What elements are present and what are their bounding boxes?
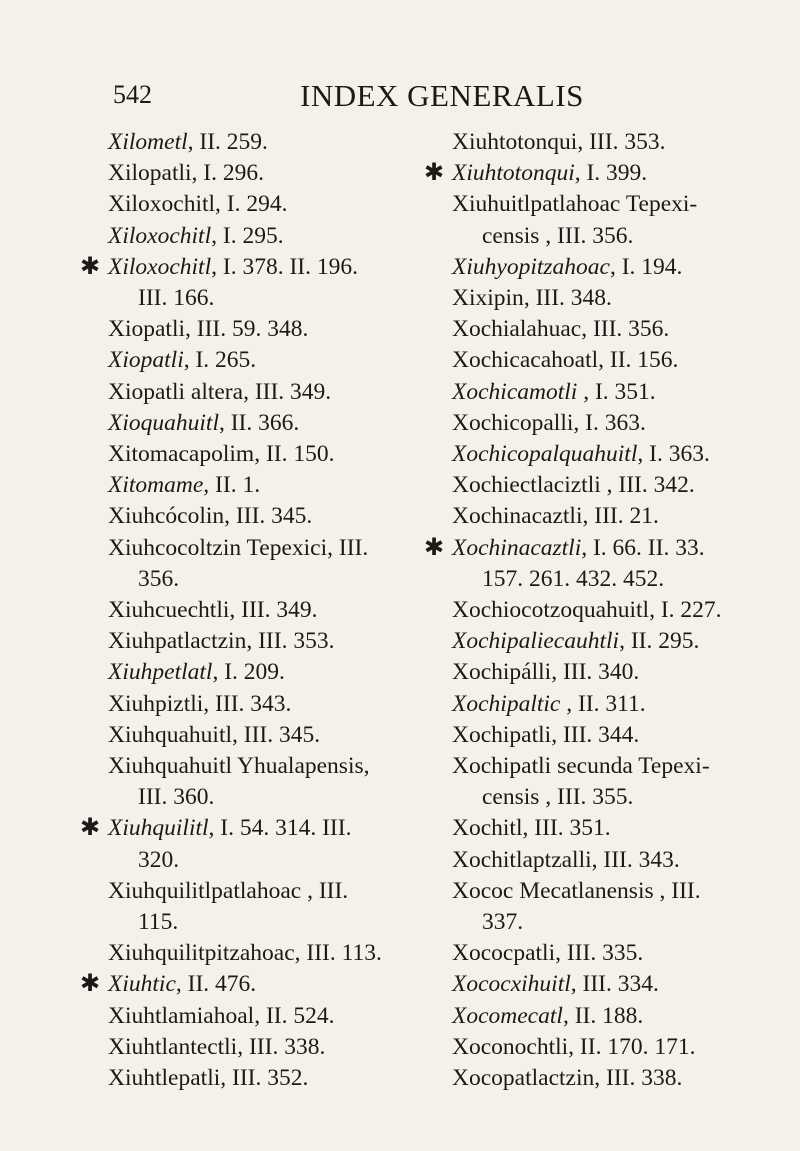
entry-name: Xochicacahoatl (452, 347, 599, 374)
index-entry (108, 720, 448, 751)
asterisk-icon: ✱ (424, 534, 445, 561)
entry-references: , II. 170. 171. (568, 1033, 696, 1060)
entry-name: Xochicamotli (452, 378, 578, 405)
entry-references: , I. 66. II. 33. (581, 534, 705, 561)
entry-references: , I. 296. (191, 160, 264, 187)
entry-references: , III. 338. (237, 1033, 326, 1060)
index-entry (108, 189, 448, 220)
entry-name: Xoconochtli (452, 1033, 569, 1060)
entry-name: Xiloxochitl (108, 191, 216, 218)
entry-name: Xococ Mecatlanensis (452, 877, 654, 904)
entry-name: Xiuhquilitl (108, 815, 209, 842)
entry-references: , III. 349. (243, 378, 332, 405)
entry-name: Xitomame (108, 472, 204, 499)
entry-name: Xochialahuac (452, 316, 582, 343)
entry-references: censis , III. 355. (482, 784, 634, 811)
index-entry (452, 127, 797, 158)
entry-references: , I. 227. (649, 597, 722, 624)
entry-name: Xochipatli (452, 721, 552, 748)
entry-references: , III. 356. (581, 316, 670, 343)
index-entry (452, 1032, 797, 1063)
entry-references: , III. 353. (246, 628, 335, 655)
index-entry-continuation (452, 782, 797, 813)
index-entry (108, 876, 448, 907)
entry-references: censis , III. 356. (482, 222, 634, 249)
index-entry (452, 720, 797, 751)
entry-name: Xiuhcócolin (108, 503, 225, 530)
entry-name: Xiuhtlantectli (108, 1033, 238, 1060)
index-entry (452, 377, 797, 408)
index-entry (452, 813, 797, 844)
entry-references: , II. 1. (203, 472, 261, 499)
index-entry (452, 345, 797, 376)
entry-name: Xioquahuitl (108, 409, 219, 436)
entry-name: Xochicopalquahuitl (452, 441, 638, 468)
entry-references: , III. (301, 877, 349, 904)
entry-name: Xiloxochitl (108, 253, 212, 280)
entry-references: , II. 259. (187, 129, 268, 155)
entry-name: Xiuhpetlatl (108, 659, 213, 686)
entry-name: Xochitlaptzalli (452, 846, 592, 873)
index-entry (452, 189, 797, 220)
entry-references: 157. 261. 432. 452. (482, 565, 665, 592)
entry-references: , I. 399. (574, 160, 648, 187)
entry-name: Xiuhpatlactzin (108, 628, 247, 655)
entry-references: , II. 366. (218, 409, 300, 436)
entry-name: Xixipin (452, 285, 524, 312)
entry-references: 115. (138, 909, 179, 936)
entry-references: , I. 363. (637, 441, 710, 468)
entry-references: , II. 188. (562, 1002, 644, 1029)
entry-references: , III. 351. (522, 815, 611, 842)
entry-name: Xochinacaztli (452, 534, 582, 561)
entry-name: Xiuhtlamiahoal (108, 1002, 255, 1029)
entry-references: , III. 352. (220, 1065, 309, 1092)
index-entry (108, 657, 448, 688)
entry-name: Xiuhquahuitl (108, 721, 233, 748)
entry-references: , III. 338. (594, 1065, 683, 1092)
index-entry (452, 969, 797, 1000)
asterisk-icon: ✱ (424, 160, 445, 187)
entry-references: , II. 150. (254, 441, 335, 468)
entry-name: Xiloxochitl (108, 222, 212, 249)
index-entry (108, 377, 448, 408)
entry-references: , II. 311. (560, 690, 646, 717)
index-entry (108, 345, 448, 376)
entry-references: , III. 349. (229, 597, 318, 624)
index-entry (452, 876, 797, 907)
index-entry (108, 127, 448, 158)
entry-name: Xiuhuitlpatlahoac Tepexi- (452, 191, 698, 218)
entry-references: , III. 343. (591, 846, 680, 873)
entry-name: Xiuhcocoltzin Tepexici (108, 534, 328, 561)
entry-references: , II. 476. (175, 971, 257, 998)
index-entry (108, 501, 448, 532)
entry-references: , III. 345. (232, 721, 321, 748)
entry-references: , II. 295. (619, 628, 700, 655)
entry-name: Xiopatli (108, 316, 186, 343)
index-entry (452, 689, 797, 720)
entry-name: Xiuhtlepatli (108, 1065, 221, 1092)
entry-references: 337. (482, 909, 524, 936)
entry-references: , III. (327, 534, 369, 561)
entry-references: , I. 54. 314. III. (208, 815, 352, 842)
index-entry (108, 751, 448, 782)
index-entry (108, 408, 448, 439)
entry-references: , III. 344. (551, 721, 640, 748)
entry-references: , III. 59. 348. (185, 316, 309, 343)
index-entry (108, 314, 448, 345)
index-entry-continuation (108, 283, 448, 314)
entry-references: , I. 295. (211, 222, 284, 249)
entry-references: , III. 343. (203, 690, 292, 717)
index-entry (108, 158, 448, 189)
index-entry (108, 1063, 448, 1094)
index-entry (452, 1001, 797, 1032)
index-entry (80, 252, 448, 283)
index-entry (80, 813, 448, 844)
index-entry-continuation (108, 782, 448, 813)
index-entry (80, 969, 448, 1000)
entry-name: Xiuhcuechtli (108, 597, 230, 624)
index-entry (452, 657, 797, 688)
index-entry (424, 533, 797, 564)
entry-references: , I. 194. (609, 253, 683, 280)
index-entry (452, 408, 797, 439)
index-entry-continuation (108, 564, 448, 595)
entry-references: , III. 21. (582, 503, 659, 530)
entry-name: Xocomecatl (452, 1002, 563, 1029)
page-header (0, 78, 800, 122)
index-entry (452, 314, 797, 345)
entry-references: , III. 335. (555, 940, 644, 967)
entry-references: , I. 294. (215, 191, 288, 218)
entry-references: , I. 265. (183, 347, 257, 374)
index-entry (452, 751, 797, 782)
entry-name: Xilometl (108, 129, 188, 155)
index-entry-continuation (452, 564, 797, 595)
index-entry (452, 439, 797, 470)
asterisk-icon: ✱ (80, 815, 101, 842)
index-entry (108, 533, 448, 564)
entry-name: Xiuhquilitlpatlahoac (108, 877, 302, 904)
running-title: INDEX GENERALIS (300, 78, 584, 113)
entry-name: Xochipaliecauhtli (452, 628, 620, 655)
index-entry (452, 595, 797, 626)
entry-name: Xiuhquilitpitzahoac (108, 940, 295, 967)
index-entry (452, 283, 797, 314)
entry-references: 356. (138, 565, 180, 592)
entry-references: , III. 334. (570, 971, 659, 998)
index-entry (108, 938, 448, 969)
entry-references: , III. 340. (551, 659, 640, 686)
entry-references: 320. (138, 846, 180, 873)
index-entry (452, 470, 797, 501)
entry-references: , II. 156. (598, 347, 679, 374)
entry-references: III. 360. (138, 784, 215, 811)
entry-name: Xiuhyopitzahoac (452, 253, 610, 280)
entry-name: Xitomacapolim (108, 441, 255, 468)
entry-references: III. 166. (138, 285, 215, 312)
entry-name: Xocopatlactzin (452, 1065, 595, 1092)
index-entry (452, 626, 797, 657)
entry-references: , III. 353. (577, 129, 666, 155)
entry-references: , I. 351. (577, 378, 656, 405)
entry-name: Xiuhquahuitl Yhualapensis (108, 753, 364, 780)
asterisk-icon: ✱ (80, 971, 101, 998)
index-entry-continuation (452, 221, 797, 252)
entry-name: Xochipaltic (452, 690, 561, 717)
entry-name: Xiuhtotonqui (452, 129, 578, 155)
entry-name: Xiuhpiztli (108, 690, 204, 717)
index-entry (424, 158, 797, 189)
asterisk-icon: ✱ (80, 253, 101, 280)
index-entry (452, 938, 797, 969)
entry-references: , III. (653, 877, 701, 904)
entry-name: Xochinacaztli (452, 503, 583, 530)
entry-name: Xochipatli secunda Tepexi- (452, 753, 710, 780)
entry-name: Xochiectlaciztli (452, 472, 601, 499)
right-column (424, 127, 797, 1094)
entry-name: Xochitl (452, 815, 523, 842)
entry-references: , I. 378. II. 196. (211, 253, 358, 280)
entry-references: , I. 209. (212, 659, 285, 686)
entry-references: , III. 342. (600, 472, 695, 499)
page-number: 542 (113, 80, 152, 109)
index-entry (108, 221, 448, 252)
entry-name: Xochipálli (452, 659, 552, 686)
entry-name: Xiuhtotonqui (452, 160, 575, 187)
index-entry (108, 470, 448, 501)
index-entry-continuation (452, 907, 797, 938)
entry-references: , II. 524. (254, 1002, 335, 1029)
index-entry (108, 1001, 448, 1032)
entry-name: Xiopatli altera (108, 378, 244, 405)
entry-references: , I. 363. (573, 409, 646, 436)
entry-name: Xococpatli (452, 940, 556, 967)
entry-references: , III. 113. (294, 940, 382, 967)
index-entry (108, 1032, 448, 1063)
entry-name: Xococxihuitl (452, 971, 571, 998)
entry-name: Xiuhtic (108, 971, 176, 998)
index-entry-continuation (108, 845, 448, 876)
entry-name: Xiopatli (108, 347, 184, 374)
index-entry (452, 1063, 797, 1094)
entry-name: Xochicopalli (452, 409, 574, 436)
entry-references: , III. 348. (523, 285, 612, 312)
entry-references: , III. 345. (224, 503, 313, 530)
index-entry-continuation (108, 907, 448, 938)
index-entry (452, 501, 797, 532)
index-entry (108, 595, 448, 626)
index-entry (108, 689, 448, 720)
entry-name: Xilopatli (108, 160, 192, 187)
index-entry (108, 626, 448, 657)
left-column (80, 127, 448, 1094)
entry-references: , (363, 753, 370, 780)
index-entry (452, 845, 797, 876)
entry-name: Xochiocotzoquahuitl (452, 597, 650, 624)
index-entry (108, 439, 448, 470)
index-entry (452, 252, 797, 283)
